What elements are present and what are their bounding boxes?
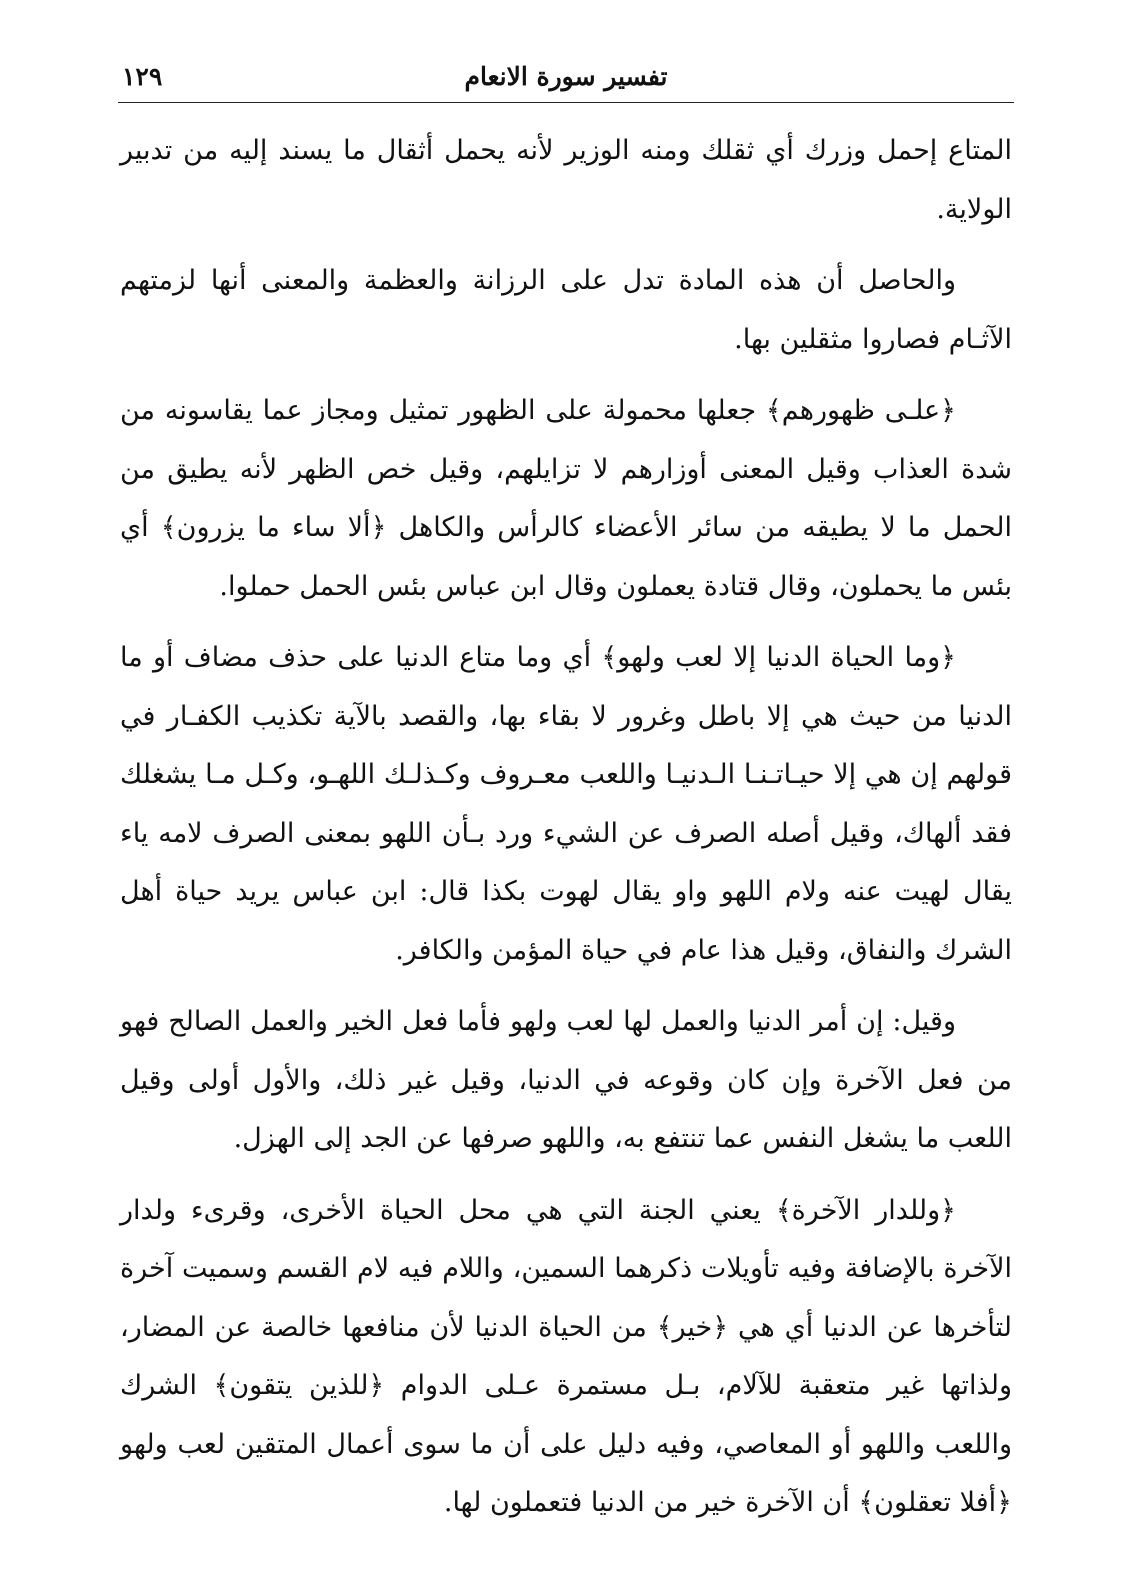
page-header — [118, 58, 1014, 98]
paragraph: ﴿علـى ظهورهم﴾ جعلها محمولة على الظهور تمثيل ومجاز عما يقاسونه من شدة العذاب وقيل المعنى أوزارهم لا تزايلهم، وقيل خص الظهر لأنه يطيق من الحمل ما لا يطيقه من سائر الأعضاء كالرأس والكاهل ﴿ألا ساء ما يزرون﴾ أي بئس ما يحملون، وقال قتادة يعملون وقال ابن عباس بئس الحمل حملوا. — [120, 395, 1012, 602]
running-title: تفسير سورة الانعام — [464, 62, 668, 91]
page-number: ١٢٩ — [122, 62, 163, 91]
paragraph: ﴿وما الحياة الدنيا إلا لعب ولهو﴾ أي وما متاع الدنيا على حذف مضاف أو ما الدنيا من حيث هي إلا باطل وغرور لا بقاء بها، والقصد بالآية تكذيب الكفـار في قولهم إن هي إلا حيـاتـنـا الـدنيـا واللعب معـروف وكـذلـك اللهـو، وكـل مـا يشغلك فقد ألهاك، وقيل أصله الصرف عن الشيء ورد بـأن اللهو بمعنى الصرف لامه ياء يقال لهيت عنه ولام اللهو واو يقال لهوت بكذا قال: ابن عباس يريد حياة أهل الشرك والنفاق، وقيل هذا عام في حياة المؤمن والكافر. — [120, 642, 1012, 966]
paragraph: ﴿وللدار الآخرة﴾ يعني الجنة التي هي محل الحياة الأخرى، وقرىء ولدار الآخرة بالإضافة وفيه تأويلات ذكرهما السمين، واللام فيه لام القسم وسميت آخرة لتأخرها عن الدنيا أي هي ﴿خير﴾ من الحياة الدنيا لأن منافعها خالصة عن المضار، ولذاتها غير متعقبة للآلام، بـل مستمرة عـلى الدوام ﴿للذين يتقون﴾ الشرك واللعب واللهو أو المعاصي، وفيه دليل على أن ما سوى أعمال المتقين لعب ولهو ﴿أفلا تعقلون﴾ أن الآخرة خير من الدنيا فتعملون لها. — [120, 1194, 1012, 1518]
paragraph: وقيل: إن أمر الدنيا والعمل لها لعب ولهو فأما فعل الخير والعمل الصالح فهو من فعل الآخرة وإن كان وقوعه في الدنيا، وقيل غير ذلك، والأول أولى وقيل اللعب ما يشغل النفس عما تنتفع به، واللهو صرفها عن الجد إلى الهزل. — [120, 1006, 1012, 1154]
body-text — [120, 122, 1012, 1546]
paragraph: والحاصل أن هذه المادة تدل على الرزانة والعظمة والمعنى أنها لزمتهم الآثـام فصاروا مثقلين بها. — [120, 265, 1012, 355]
header-rule — [118, 102, 1014, 103]
paragraph: المتاع إحمل وزرك أي ثقلك ومنه الوزير لأنه يحمل أثقال ما يسند إليه من تدبير الولاية. — [120, 135, 1012, 225]
